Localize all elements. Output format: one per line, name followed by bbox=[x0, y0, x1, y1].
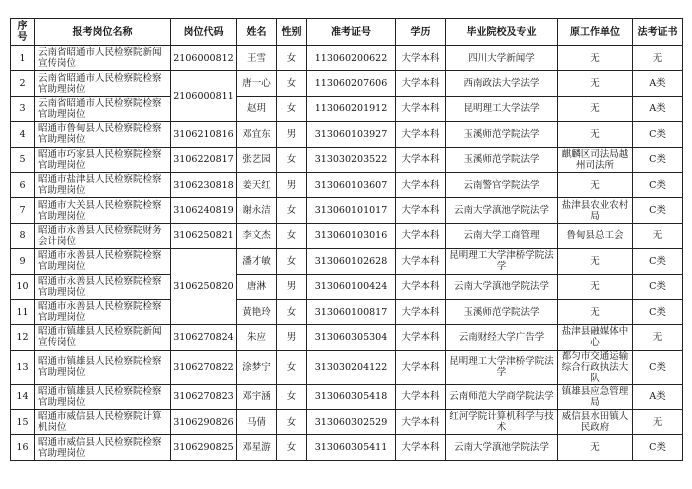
cell-school: 四川大学新闻学 bbox=[446, 46, 558, 71]
cell-education: 大学本科 bbox=[396, 198, 446, 223]
cell-name: 唐淋 bbox=[237, 274, 277, 299]
cell-no: 1 bbox=[11, 46, 35, 71]
cell-workplace: 无 bbox=[558, 122, 633, 147]
cell-position: 昭通市鲁甸县人民检察院检察官助理岗位 bbox=[35, 122, 171, 147]
cell-gender: 男 bbox=[277, 325, 307, 350]
cell-workplace: 无 bbox=[558, 435, 633, 460]
cell-exam-id: 313030203522 bbox=[307, 147, 396, 172]
table-row bbox=[11, 350, 683, 384]
cell-certificate: C类 bbox=[633, 122, 683, 147]
cell-position: 昭通市大关县人民检察院检察官助理岗位 bbox=[35, 198, 171, 223]
header-no: 序号 bbox=[11, 19, 35, 46]
cell-name: 涂梦宁 bbox=[237, 350, 277, 384]
cell-workplace: 无 bbox=[558, 96, 633, 121]
cell-code: 3106290826 bbox=[171, 410, 237, 435]
cell-code: 3106240819 bbox=[171, 198, 237, 223]
table-row bbox=[11, 435, 683, 460]
cell-certificate: C类 bbox=[633, 249, 683, 274]
header-exam-id: 准考证号 bbox=[307, 19, 396, 46]
cell-certificate: C类 bbox=[633, 198, 683, 223]
cell-school: 昆明理工大学津桥学院法学 bbox=[446, 350, 558, 384]
cell-name: 邓宇涵 bbox=[237, 384, 277, 409]
cell-name: 赵玥 bbox=[237, 96, 277, 121]
cell-position: 昭通市永善县人民检察院财务会计岗位 bbox=[35, 223, 171, 248]
cell-no: 10 bbox=[11, 274, 35, 299]
header-certificate: 法考证书 bbox=[633, 19, 683, 46]
cell-name: 黄艳玲 bbox=[237, 299, 277, 324]
cell-workplace: 麒麟区司法局越州司法所 bbox=[558, 147, 633, 172]
cell-workplace: 盐津县农业农村局 bbox=[558, 198, 633, 223]
cell-gender: 男 bbox=[277, 122, 307, 147]
cell-position: 昭通市永善县人民检察院检察官助理岗位 bbox=[35, 299, 171, 324]
cell-workplace: 无 bbox=[558, 249, 633, 274]
cell-position: 昭通市永善县人民检察院检察官助理岗位 bbox=[35, 274, 171, 299]
cell-no: 12 bbox=[11, 325, 35, 350]
cell-education: 大学本科 bbox=[396, 384, 446, 409]
cell-no: 4 bbox=[11, 122, 35, 147]
cell-exam-id: 313060103927 bbox=[307, 122, 396, 147]
table-row bbox=[11, 384, 683, 409]
cell-position: 云南省昭通市人民检察院检察官助理岗位 bbox=[35, 96, 171, 121]
cell-certificate: C类 bbox=[633, 299, 683, 324]
header-position: 报考岗位名称 bbox=[35, 19, 171, 46]
cell-no: 11 bbox=[11, 299, 35, 324]
cell-workplace: 鲁甸县总工会 bbox=[558, 223, 633, 248]
cell-code: 2106000811 bbox=[171, 71, 237, 122]
cell-no: 16 bbox=[11, 435, 35, 460]
cell-position: 昭通市盐津县人民检察院检察官助理岗位 bbox=[35, 172, 171, 197]
cell-gender: 女 bbox=[277, 249, 307, 274]
header-name: 姓名 bbox=[237, 19, 277, 46]
cell-position: 昭通市永善县人民检察院检察官助理岗位 bbox=[35, 249, 171, 274]
cell-name: 邓星游 bbox=[237, 435, 277, 460]
table-row bbox=[11, 147, 683, 172]
cell-education: 大学本科 bbox=[396, 147, 446, 172]
cell-name: 朱应 bbox=[237, 325, 277, 350]
cell-certificate: 无 bbox=[633, 223, 683, 248]
table-row bbox=[11, 249, 683, 274]
cell-certificate: 无 bbox=[633, 325, 683, 350]
table-row bbox=[11, 96, 683, 121]
cell-gender: 女 bbox=[277, 410, 307, 435]
header-code: 岗位代码 bbox=[171, 19, 237, 46]
cell-gender: 女 bbox=[277, 71, 307, 96]
cell-code: 3106230818 bbox=[171, 172, 237, 197]
cell-name: 邓宜东 bbox=[237, 122, 277, 147]
cell-code: 3106250820 bbox=[171, 249, 237, 325]
cell-no: 14 bbox=[11, 384, 35, 409]
cell-gender: 女 bbox=[277, 96, 307, 121]
cell-education: 大学本科 bbox=[396, 46, 446, 71]
cell-exam-id: 113060207606 bbox=[307, 71, 396, 96]
cell-gender: 女 bbox=[277, 299, 307, 324]
cell-position: 昭通市威信县人民检察院计算机岗位 bbox=[35, 410, 171, 435]
cell-education: 大学本科 bbox=[396, 435, 446, 460]
cell-no: 9 bbox=[11, 249, 35, 274]
cell-name: 张艺园 bbox=[237, 147, 277, 172]
cell-name: 潘才敏 bbox=[237, 249, 277, 274]
cell-name: 马倩 bbox=[237, 410, 277, 435]
cell-code: 3106250821 bbox=[171, 223, 237, 248]
cell-certificate: C类 bbox=[633, 350, 683, 384]
cell-school: 昆明理工大学法学 bbox=[446, 96, 558, 121]
cell-position: 云南省昭通市人民检察院新闻宣传岗位 bbox=[35, 46, 171, 71]
cell-exam-id: 113060200622 bbox=[307, 46, 396, 71]
cell-code: 2106000812 bbox=[171, 46, 237, 71]
cell-name: 谢永洁 bbox=[237, 198, 277, 223]
cell-position: 昭通市威信县人民检察院检察官助理岗位 bbox=[35, 435, 171, 460]
cell-gender: 女 bbox=[277, 147, 307, 172]
cell-workplace: 无 bbox=[558, 46, 633, 71]
cell-school: 云南警官学院法学 bbox=[446, 172, 558, 197]
cell-school: 云南大学工商管理 bbox=[446, 223, 558, 248]
cell-no: 3 bbox=[11, 96, 35, 121]
cell-workplace: 无 bbox=[558, 71, 633, 96]
cell-code: 3106270824 bbox=[171, 325, 237, 350]
cell-name: 姜天红 bbox=[237, 172, 277, 197]
table-row bbox=[11, 410, 683, 435]
cell-school: 云南大学滇池学院法学 bbox=[446, 274, 558, 299]
cell-position: 昭通市镇雄县人民检察院新闻宣传岗位 bbox=[35, 325, 171, 350]
header-workplace: 原工作单位 bbox=[558, 19, 633, 46]
cell-school: 玉溪师范学院法学 bbox=[446, 122, 558, 147]
cell-education: 大学本科 bbox=[396, 249, 446, 274]
cell-workplace: 盐津县融媒体中心 bbox=[558, 325, 633, 350]
cell-name: 李文杰 bbox=[237, 223, 277, 248]
cell-workplace: 无 bbox=[558, 299, 633, 324]
cell-exam-id: 113060201912 bbox=[307, 96, 396, 121]
cell-code: 3106220817 bbox=[171, 147, 237, 172]
cell-certificate: C类 bbox=[633, 172, 683, 197]
cell-no: 7 bbox=[11, 198, 35, 223]
cell-no: 5 bbox=[11, 147, 35, 172]
cell-education: 大学本科 bbox=[396, 172, 446, 197]
cell-workplace: 都匀市交通运输综合行政执法大队 bbox=[558, 350, 633, 384]
cell-exam-id: 313060101017 bbox=[307, 198, 396, 223]
cell-school: 云南财经大学广告学 bbox=[446, 325, 558, 350]
cell-gender: 男 bbox=[277, 274, 307, 299]
cell-code: 3106270823 bbox=[171, 384, 237, 409]
cell-school: 玉溪师范学院法学 bbox=[446, 299, 558, 324]
cell-gender: 女 bbox=[277, 223, 307, 248]
cell-position: 云南省昭通市人民检察院检察官助理岗位 bbox=[35, 71, 171, 96]
cell-gender: 女 bbox=[277, 350, 307, 384]
cell-certificate: C类 bbox=[633, 435, 683, 460]
cell-certificate: A类 bbox=[633, 96, 683, 121]
cell-certificate: 无 bbox=[633, 46, 683, 71]
cell-no: 6 bbox=[11, 172, 35, 197]
cell-education: 大学本科 bbox=[396, 299, 446, 324]
cell-school: 昆明理工大学津桥学院法学 bbox=[446, 249, 558, 274]
cell-certificate: 无 bbox=[633, 410, 683, 435]
table-row bbox=[11, 299, 683, 324]
cell-exam-id: 313060302529 bbox=[307, 410, 396, 435]
results-table bbox=[10, 18, 683, 461]
cell-position: 昭通市巧家县人民检察院检察官助理岗位 bbox=[35, 147, 171, 172]
cell-education: 大学本科 bbox=[396, 71, 446, 96]
header-gender: 性别 bbox=[277, 19, 307, 46]
cell-school: 玉溪师范学院法学 bbox=[446, 147, 558, 172]
table-header-row bbox=[11, 19, 683, 46]
cell-exam-id: 313060100817 bbox=[307, 299, 396, 324]
cell-position: 昭通市镇雄县人民检察院检察官助理岗位 bbox=[35, 384, 171, 409]
table-row bbox=[11, 172, 683, 197]
cell-gender: 女 bbox=[277, 384, 307, 409]
table-row bbox=[11, 71, 683, 96]
table-row bbox=[11, 325, 683, 350]
cell-gender: 女 bbox=[277, 435, 307, 460]
cell-no: 2 bbox=[11, 71, 35, 96]
cell-certificate: A类 bbox=[633, 384, 683, 409]
cell-exam-id: 313060103607 bbox=[307, 172, 396, 197]
cell-certificate: A类 bbox=[633, 71, 683, 96]
cell-code: 3106210816 bbox=[171, 122, 237, 147]
cell-school: 西南政法大学法学 bbox=[446, 71, 558, 96]
cell-certificate: C类 bbox=[633, 147, 683, 172]
cell-name: 唐一心 bbox=[237, 71, 277, 96]
cell-education: 大学本科 bbox=[396, 350, 446, 384]
cell-no: 8 bbox=[11, 223, 35, 248]
cell-certificate: C类 bbox=[633, 274, 683, 299]
cell-school: 云南大学滇池学院法学 bbox=[446, 198, 558, 223]
table-row bbox=[11, 198, 683, 223]
cell-exam-id: 313060100424 bbox=[307, 274, 396, 299]
cell-education: 大学本科 bbox=[396, 274, 446, 299]
table-row bbox=[11, 223, 683, 248]
cell-gender: 女 bbox=[277, 198, 307, 223]
cell-position: 昭通市镇雄县人民检察院检察官助理岗位 bbox=[35, 350, 171, 384]
table-row bbox=[11, 122, 683, 147]
cell-workplace: 威信县水田镇人民政府 bbox=[558, 410, 633, 435]
cell-exam-id: 313060103016 bbox=[307, 223, 396, 248]
cell-workplace: 镇雄县应急管理局 bbox=[558, 384, 633, 409]
cell-workplace: 无 bbox=[558, 172, 633, 197]
cell-exam-id: 313060305411 bbox=[307, 435, 396, 460]
cell-gender: 女 bbox=[277, 46, 307, 71]
cell-school: 云南师范大学商学院法学 bbox=[446, 384, 558, 409]
cell-no: 15 bbox=[11, 410, 35, 435]
cell-exam-id: 313060305418 bbox=[307, 384, 396, 409]
cell-exam-id: 313060102628 bbox=[307, 249, 396, 274]
cell-education: 大学本科 bbox=[396, 325, 446, 350]
cell-education: 大学本科 bbox=[396, 410, 446, 435]
cell-code: 3106270822 bbox=[171, 350, 237, 384]
cell-school: 云南大学滇池学院法学 bbox=[446, 435, 558, 460]
cell-school: 红河学院计算机科学与技术 bbox=[446, 410, 558, 435]
cell-exam-id: 313060305304 bbox=[307, 325, 396, 350]
cell-gender: 男 bbox=[277, 172, 307, 197]
cell-name: 王雪 bbox=[237, 46, 277, 71]
cell-exam-id: 313030204122 bbox=[307, 350, 396, 384]
table-row bbox=[11, 274, 683, 299]
cell-education: 大学本科 bbox=[396, 96, 446, 121]
cell-workplace: 无 bbox=[558, 274, 633, 299]
header-school: 毕业院校及专业 bbox=[446, 19, 558, 46]
cell-code: 3106290825 bbox=[171, 435, 237, 460]
cell-education: 大学本科 bbox=[396, 223, 446, 248]
cell-education: 大学本科 bbox=[396, 122, 446, 147]
table-row bbox=[11, 46, 683, 71]
cell-no: 13 bbox=[11, 350, 35, 384]
header-education: 学历 bbox=[396, 19, 446, 46]
